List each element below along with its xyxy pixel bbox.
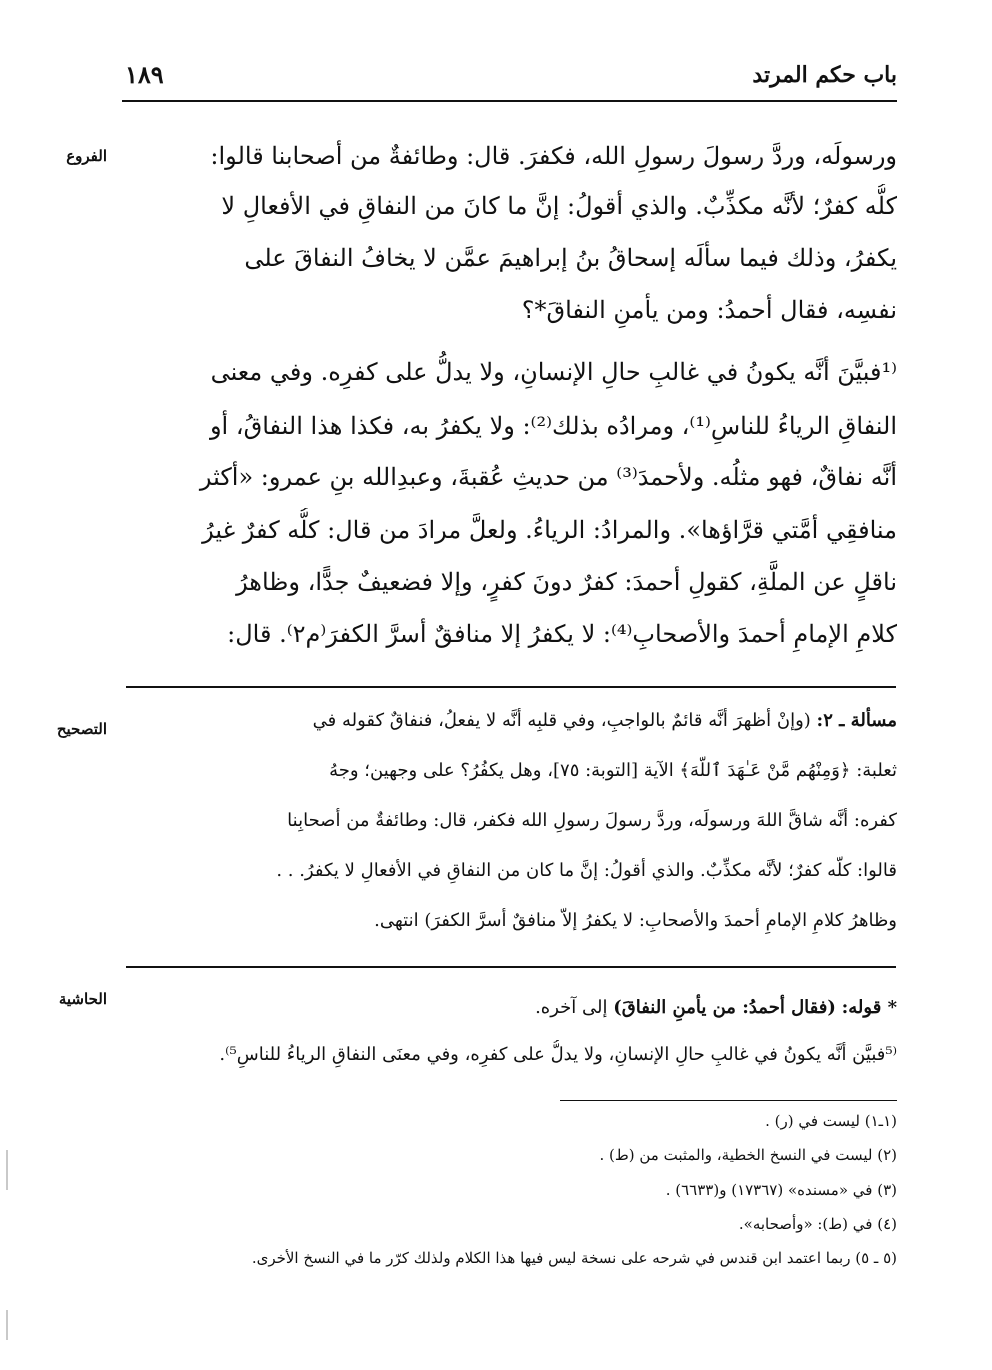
header-rule (122, 100, 897, 102)
footnote: (٣) في «مسنده» (١٧٣٦٧) و(٦٦٣٣) . (665, 1181, 897, 1199)
footnote: (٥ ـ ٥) ربما اعتمد ابن قندس في شرحه على نسخة ليس فيها هذا الكلام ولذلك كرّر ما في النسخ الأخرى. (251, 1249, 897, 1267)
hashiya-quote (125, 993, 897, 1023)
label-tashih: التصحيح (56, 720, 107, 738)
footnote: (٢) ليست في النسخ الخطية، والمثبت من (ط) . (599, 1146, 897, 1164)
furu-line: كلُّه كفرٌ؛ لأنَّه مكذِّبٌ. والذي أقولُ: إنَّ ما كانَ من النفاقِ في الأفعالِ لا (221, 192, 897, 220)
hashiya-quote-prefix: * قوله: (841, 997, 897, 1018)
hashiya-body: ⁽⁵فبيَّن أنَّه يكونُ في غالبِ حالِ الإنسانِ، ولا يدلُّ على كفرِه، وفي معنَى النفاقِ الرياءُ للناسِ⁵⁾. (219, 1044, 897, 1065)
tashih-line: كفره: أنَّه شاقَّ اللهَ ورسولَه، وردَّ رسولَ رسولِ الله فكفر، قال: وطائفةٌ من أصحابِنا (287, 810, 897, 831)
furu-line: ⁽¹فبيَّنَ أنَّه يكونُ في غالبِ حالِ الإنسانِ، ولا يدلُّ على كفرِه. وفي معنى (210, 358, 897, 386)
section-divider (126, 966, 896, 968)
page-number: ١٨٩ (125, 60, 164, 89)
furu-line: ورسولَه، وردَّ رسولَ رسولِ الله، فكفرَ. قال: وطائفةٌ من أصحابنا قالوا: (210, 142, 897, 170)
section-divider (126, 686, 896, 688)
furu-line: منافقِي أمَّتي قرَّاؤها». والمرادُ: الرياءُ. ولعلَّ مرادَ من قال: كلُّه كفرٌ غيرُ (202, 516, 897, 544)
hashiya-quote-suffix: إلى آخره. (535, 997, 608, 1018)
tashih-heading: مسألة ـ ٢: (816, 710, 897, 731)
furu-line: نفسِه، فقال أحمدُ: ومن يأمنِ النفاقَ*؟ (521, 296, 897, 324)
tashih-line (125, 706, 897, 736)
tashih-first-text: (وإنْ أظهرَ أنَّه قائمٌ بالواجبِ، وفي قلبِه أنَّه لا يفعلُ، فنفاقٌ كقوله في (312, 710, 811, 731)
furu-line: كلامِ الإمامِ أحمدَ والأصحابِ⁽⁴⁾: لا يكفرُ إلا منافقٌ أسرَّ الكفرَ⁽م٢⁾. قال: (227, 620, 897, 648)
scan-edge-mark (6, 1310, 8, 1340)
furu-line: يكفرُ، وذلك فيما سألَه إسحاقُ بنُ إبراهيمَ عمَّن لا يخافُ النفاقَ على (244, 244, 897, 272)
tashih-line: قالوا: كلُّه كفرٌ؛ لأنَّه مكذِّبٌ. والذي أقولُ: إنَّ ما كان من النفاقِ في الأفعالِ لا يكفرُ. . . (276, 860, 897, 881)
furu-line: ناقلٍ عن الملَّةِ، كقولِ أحمدَ: كفرٌ دونَ كفرٍ، وإلا فضعيفٌ جدًّا، وظاهرُ (236, 568, 897, 596)
tashih-line: ثعلبة: ﴿وَمِنْهُم مَّنْ عَـٰهَدَ ٱللَّهَ﴾ الآية [التوبة: ٧٥]، وهل يكفُرُ؟ على وجهين؛ وجهُ (329, 760, 897, 781)
hashiya-quote-bold: (فقال أحمدُ: من يأمنِ النفاقَ) (613, 997, 836, 1018)
footnote-rule (560, 1100, 897, 1101)
footnote: (١ـ١) ليست في (ر) . (765, 1112, 897, 1130)
scan-edge-mark (6, 1150, 8, 1190)
running-header-title: باب حكم المرتد (752, 62, 897, 88)
label-hashiya: الحاشية (58, 990, 107, 1008)
furu-line: أنَّه نفاقٌ، فهو مثلُه. ولأحمدَ⁽³⁾ من حديثِ عُقبةَ، وعبدِالله بنِ عمرو: «أكثر (199, 463, 897, 491)
label-furu: الفروع (66, 147, 107, 165)
furu-line: النفاقِ الرياءُ للناسِ⁽¹⁾، ومرادُه بذلك⁽²⁾: ولا يكفرُ به، فكذا هذا النفاقُ، أو (209, 412, 897, 440)
tashih-line: وظاهرُ كلامِ الإمامِ أحمدَ والأصحابِ: لا يكفرُ إلاّ منافقٌ أسرَّ الكفرَ) انتهى. (374, 910, 897, 931)
footnote: (٤) في (ط): «وأصحابه». (738, 1215, 897, 1233)
